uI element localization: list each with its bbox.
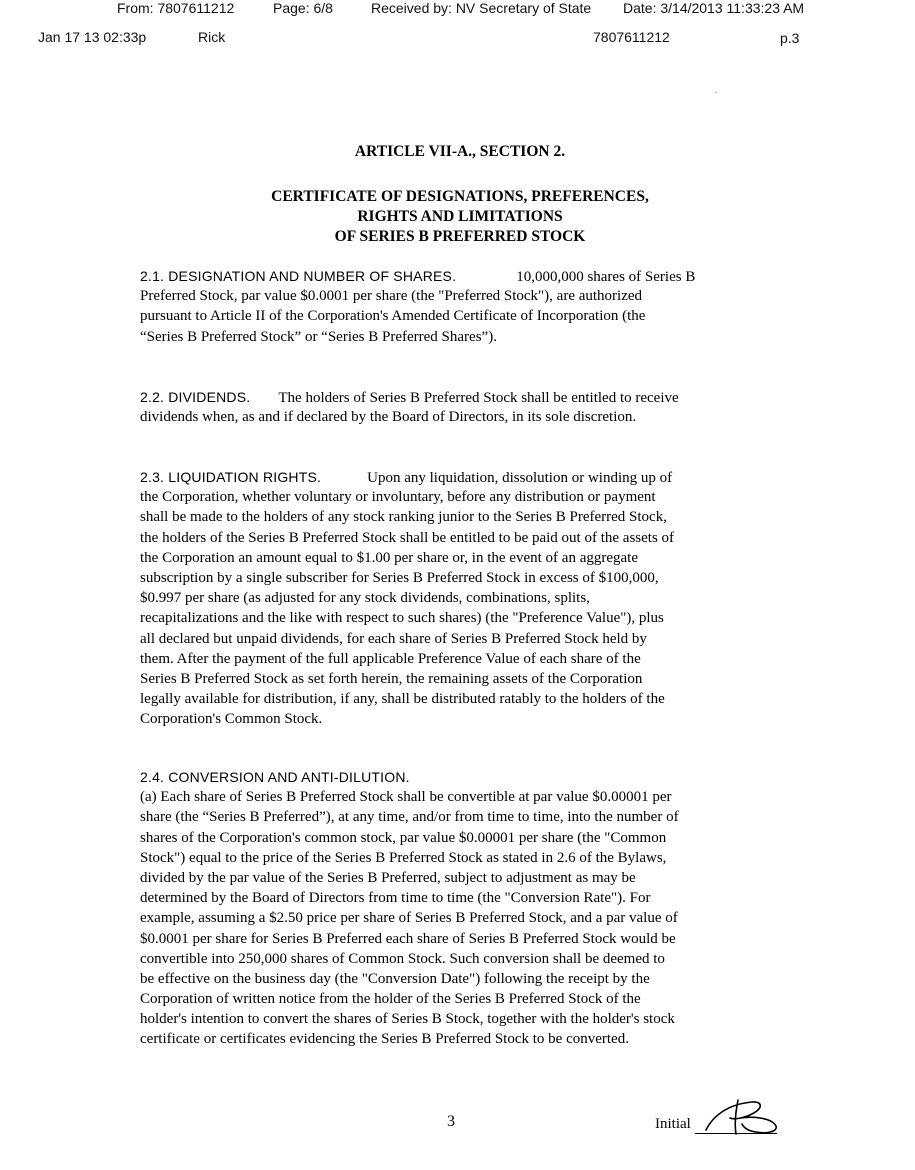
fax-sender-name: Rick: [198, 29, 226, 45]
paragraph-text: 10,000,000 shares of Series B: [516, 269, 696, 285]
paragraph-line: Corporation of written notice from the holder of the Series B Preferred Stock of the: [140, 991, 641, 1008]
paragraph-line: subscription by a single subscriber for Series B Preferred Stock in excess of $100,000,: [140, 569, 659, 586]
paragraph-line: convertible into 250,000 shares of Common Stock. Such conversion shall be deemed to: [140, 950, 665, 967]
section-designation: [140, 266, 780, 347]
paragraph-line: pursuant to Article II of the Corporation's Amended Certificate of Incorporation (the: [140, 308, 646, 325]
paragraph-line: Preferred Stock, par value $0.0001 per share (the "Preferred Stock"), are authorized: [140, 288, 643, 305]
initial-label: Initial: [655, 1116, 691, 1132]
paragraph-line: “Series B Preferred Stock” or “Series B Preferred Shares”).: [140, 328, 497, 345]
fax-page-label: p.3: [780, 30, 800, 46]
certificate-title: [140, 187, 780, 247]
paragraph-line: [140, 266, 780, 286]
paragraph-line: $0.997 per share (as adjusted for any stock dividends, combinations, splits,: [140, 590, 590, 607]
scan-speck: [715, 92, 717, 93]
page-number: 3: [447, 1113, 455, 1130]
section-liquidation-rights: [140, 467, 780, 729]
article-title: ARTICLE VII-A., SECTION 2.: [354, 143, 566, 160]
fax-sender-number: 7807611212: [593, 29, 670, 45]
section-heading: 2.4. CONVERSION AND ANTI-DILUTION.: [140, 769, 410, 785]
paragraph-line: divided by the par value of the Series B Preferred, subject to adjustment as may be: [140, 869, 636, 886]
paragraph-line: shares of the Corporation's common stock, par value $0.00001 per share (the "Common: [140, 829, 667, 846]
section-heading: 2.3. LIQUIDATION RIGHTS.: [140, 469, 322, 485]
paragraph-line: [140, 387, 780, 407]
paragraph-line: example, assuming a $2.50 price per share of Series B Preferred Stock, and a par value of: [140, 910, 678, 927]
section-heading: 2.2. DIVIDENDS.: [140, 389, 251, 405]
section-conversion-anti-dilution: [140, 767, 780, 1050]
paragraph-line: holder's intention to convert the shares of Series B Stock, together with the holder's stock: [140, 1011, 675, 1028]
paragraph-line: dividends when, as and if declared by the Board of Directors, in its sole discretion.: [140, 409, 637, 426]
paragraph-line: all declared but unpaid dividends, for each share of Series B Preferred Stock held by: [140, 630, 647, 647]
fax-page-count: Page: 6/8: [273, 0, 333, 16]
fax-from: From: 7807611212: [117, 0, 235, 16]
certificate-title-line: OF SERIES B PREFERRED STOCK: [334, 228, 586, 245]
paragraph-line: shall be made to the holders of any stock ranking junior to the Series B Preferred Stock,: [140, 509, 667, 526]
paragraph-line: recapitalizations and the like with respect to such shares) (the "Preference Value"), plus: [140, 610, 664, 627]
fax-sent-date: Jan 17 13 02:33p: [38, 29, 147, 45]
fax-date: Date: 3/14/2013 11:33:23 AM: [623, 0, 805, 16]
paragraph-line: certificate or certificates evidencing the Series B Preferred Stock to be converted.: [140, 1031, 629, 1048]
certificate-title-line: CERTIFICATE OF DESIGNATIONS, PREFERENCES,: [271, 188, 649, 205]
section-dividends: [140, 387, 780, 427]
paragraph-line: $0.0001 per share for Series B Preferred each share of Series B Preferred Stock would be: [140, 930, 676, 947]
section-heading: 2.1. DESIGNATION AND NUMBER OF SHARES.: [140, 268, 457, 284]
handwritten-initial-signature: [700, 1096, 780, 1138]
paragraph-line: the Corporation, whether voluntary or involuntary, before any distribution or payment: [140, 489, 656, 506]
paragraph-line: [140, 467, 780, 487]
paragraph-line: Corporation's Common Stock.: [140, 711, 323, 728]
paragraph-line: (a) Each share of Series B Preferred Stock shall be convertible at par value $0.00001 per: [140, 789, 672, 806]
paragraph-line: the holders of the Series B Preferred Stock shall be entitled to be paid out of the assets of: [140, 529, 675, 546]
paragraph-text: The holders of Series B Preferred Stock shall be entitled to receive: [278, 390, 679, 406]
paragraph-line: the Corporation an amount equal to $1.00 per share or, in the event of an aggregate: [140, 549, 638, 566]
paragraph-line: them. After the payment of the full applicable Preference Value of each share of the: [140, 650, 641, 667]
paragraph-line: be effective on the business day (the "Conversion Date") following the receipt by the: [140, 970, 650, 987]
certificate-title-line: RIGHTS AND LIMITATIONS: [357, 208, 563, 225]
paragraph-line: share (the “Series B Preferred”), at any time, and/or from time to time, into the number of: [140, 809, 679, 826]
paragraph-line: Series B Preferred Stock as set forth herein, the remaining assets of the Corporation: [140, 670, 643, 687]
paragraph-line: legally available for distribution, if any, shall be distributed ratably to the holders of the: [140, 691, 665, 708]
paragraph-line: Stock") equal to the price of the Series B Preferred Stock as stated in 2.6 of the Bylaws,: [140, 849, 667, 866]
fax-received-by: Received by: NV Secretary of State: [371, 0, 592, 16]
paragraph-text: Upon any liquidation, dissolution or winding up of: [367, 470, 673, 486]
paragraph-line: determined by the Board of Directors from time to time (the "Conversion Rate"). For: [140, 890, 651, 907]
